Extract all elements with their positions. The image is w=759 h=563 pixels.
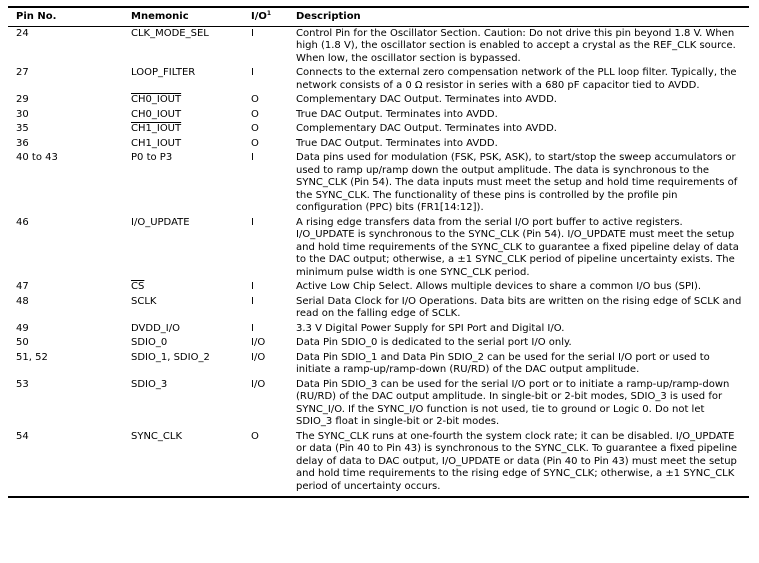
pin-number-cell [8, 430, 123, 498]
description-cell [288, 93, 749, 108]
pin-number-cell-text: 29 [16, 94, 29, 105]
pin-number-cell [8, 108, 123, 123]
mnemonic-cell-text: CH0_IOUT [131, 108, 182, 120]
pin-number-cell-text: 36 [16, 137, 29, 149]
pin-number-cell [8, 26, 123, 66]
mnemonic-cell-text: SDIO_0 [131, 337, 168, 348]
pin-number-cell [8, 280, 123, 295]
io-type-cell-text: I/O [251, 351, 266, 363]
description-cell [288, 137, 749, 152]
io-type-cell [243, 93, 288, 108]
description-cell-text: Complementary DAC Output. Terminates into AVDD. [296, 123, 557, 134]
description-cell [288, 216, 749, 281]
io-type-cell [243, 322, 288, 337]
mnemonic-cell-text: CLK_MODE_SEL [131, 27, 209, 39]
io-type-cell-text: I [251, 152, 254, 163]
description-cell [288, 378, 749, 430]
table-row [8, 137, 749, 152]
io-type-cell [243, 351, 288, 378]
pin-number-cell [8, 295, 123, 322]
mnemonic-cell-text: P0 to P3 [131, 152, 173, 163]
table-row [8, 93, 749, 108]
header-mnemonic: Mnemonic [123, 7, 243, 26]
io-type-cell-text: I/O [251, 378, 266, 390]
io-type-cell [243, 336, 288, 351]
mnemonic-cell-text: SDIO_1, SDIO_2 [131, 351, 210, 363]
pin-number-cell-text: 40 to 43 [16, 152, 58, 163]
pin-number-cell [8, 93, 123, 108]
io-type-cell [243, 216, 288, 281]
pin-number-cell-text: 27 [16, 67, 29, 78]
io-type-cell-text: I [251, 322, 254, 334]
description-cell [288, 430, 749, 498]
mnemonic-cell [123, 430, 243, 498]
pin-number-cell [8, 66, 123, 93]
io-type-cell-text: I [251, 216, 254, 228]
table-row [8, 26, 749, 66]
mnemonic-cell-text: $\overline{CS}$ [131, 281, 145, 292]
table-row [8, 295, 749, 322]
description-cell [288, 151, 749, 216]
table-row [8, 322, 749, 337]
io-type-cell [243, 137, 288, 152]
pin-number-cell [8, 216, 123, 281]
pin-function-table [8, 6, 749, 498]
header-description: Description [288, 7, 749, 26]
description-cell [288, 280, 749, 295]
mnemonic-cell-text: CH0_IOUT [131, 94, 182, 105]
io-type-cell-text: I [251, 281, 254, 292]
mnemonic-cell-text: CH1_IOUT [131, 123, 182, 134]
io-type-cell [243, 280, 288, 295]
header-io [243, 7, 288, 26]
pin-number-cell-text: 30 [16, 108, 29, 120]
io-type-cell [243, 151, 288, 216]
io-type-cell [243, 295, 288, 322]
table-row [8, 122, 749, 137]
mnemonic-cell [123, 351, 243, 378]
description-cell [288, 122, 749, 137]
description-cell-text: Connects to the external zero compensation network of the PLL loop filter. Typically, the network consists of a 0 Ω resistor in series with a 680 pF capacitor tied to AVDD. [296, 67, 737, 91]
table-row [8, 151, 749, 216]
pin-number-cell-text: 24 [16, 27, 29, 39]
io-type-cell-text: O [251, 94, 259, 105]
description-cell [288, 26, 749, 66]
description-cell-text: Data Pin SDIO_0 is dedicated to the serial port I/O only. [296, 337, 572, 348]
mnemonic-cell-text: DVDD_I/O [131, 322, 180, 334]
description-cell-text: The SYNC_CLK runs at one-fourth the system clock rate; it can be disabled. I/O_UPDATE or data (Pin 40 to Pin 43) is synchronous to the SYNC_CLK. To guarantee a fixed pipeline delay of data to DAC output, I/O_UPDATE or data (Pin 40 to Pin 43) must meet the setup and hold time requirements to the rising edge of SYNC_CLK; otherwise, a ±1 SYNC_CLK period of uncertainty occurs. [296, 430, 738, 492]
mnemonic-cell [123, 216, 243, 281]
description-cell-text: True DAC Output. Terminates into AVDD. [296, 137, 498, 149]
description-cell [288, 295, 749, 322]
mnemonic-cell [123, 280, 243, 295]
table-row [8, 336, 749, 351]
pin-number-cell-text: 54 [16, 430, 29, 442]
header-io-label: I/O [251, 11, 267, 22]
table-row [8, 66, 749, 93]
description-cell [288, 336, 749, 351]
mnemonic-cell-text: SDIO_3 [131, 378, 168, 390]
table-row [8, 430, 749, 498]
description-cell [288, 66, 749, 93]
mnemonic-cell-text: SYNC_CLK [131, 430, 183, 442]
pin-number-cell-text: 50 [16, 337, 29, 348]
mnemonic-cell [123, 93, 243, 108]
io-type-cell-text: O [251, 137, 259, 149]
mnemonic-cell [123, 66, 243, 93]
pin-number-cell-text: 47 [16, 281, 29, 292]
header-io-footnote: 1 [266, 10, 272, 17]
description-cell-text: Data pins used for modulation (FSK, PSK, ASK), to start/stop the sweep accumulators or used to ramp up/ramp down the output amplitude. The data is synchronous to the SYNC_CLK (Pin 54). The data inputs must meet the setup and hold time requirements of the SYNC_CLK. The functionality of these pins is controlled by the profile pin configuration (PPC) bits (FR1[14:12]). [296, 152, 738, 213]
table-row [8, 351, 749, 378]
table-row [8, 216, 749, 281]
mnemonic-cell [123, 26, 243, 66]
io-type-cell-text: O [251, 108, 259, 120]
mnemonic-cell [123, 295, 243, 322]
pin-number-cell-text: 53 [16, 378, 29, 390]
pin-number-cell [8, 151, 123, 216]
description-cell [288, 322, 749, 337]
io-type-cell [243, 108, 288, 123]
description-cell-text: 3.3 V Digital Power Supply for SPI Port and Digital I/O. [296, 322, 565, 334]
description-cell-text: True DAC Output. Terminates into AVDD. [296, 108, 498, 120]
header-pin-no: Pin No. [8, 7, 123, 26]
io-type-cell-text: I [251, 27, 254, 39]
mnemonic-cell [123, 378, 243, 430]
mnemonic-cell [123, 122, 243, 137]
mnemonic-cell [123, 108, 243, 123]
pin-number-cell-text: 48 [16, 295, 29, 307]
pin-number-cell [8, 351, 123, 378]
mnemonic-cell-text: CH1_IOUT [131, 137, 182, 149]
description-cell [288, 351, 749, 378]
io-type-cell-text: O [251, 123, 259, 134]
io-type-cell [243, 430, 288, 498]
pin-number-cell [8, 322, 123, 337]
io-type-cell [243, 122, 288, 137]
pin-number-cell [8, 378, 123, 430]
description-cell-text: Active Low Chip Select. Allows multiple devices to share a common I/O bus (SPI). [296, 281, 702, 292]
description-cell-text: A rising edge transfers data from the serial I/O port buffer to active registers. I/O_UPDATE is synchronous to the SYNC_CLK (Pin 54). I/O_UPDATE must meet the setup and hold time requirements of the SYNC_CLK to guarantee a fixed pipeline delay of data to the DAC output; otherwise, a ±1 SYNC_CLK period of pipeline uncertainty exists. The minimum pulse width is one SYNC_CLK period. [296, 216, 739, 278]
mnemonic-cell-text: I/O_UPDATE [131, 216, 190, 228]
pin-number-cell [8, 336, 123, 351]
description-cell-text: Control Pin for the Oscillator Section. Caution: Do not drive this pin beyond 1.8 V. When high (1.8 V), the oscillator section is enabled to accept a crystal as the REF_CLK source. When low, the oscillator section is bypassed. [296, 27, 736, 64]
io-type-cell [243, 378, 288, 430]
mnemonic-cell [123, 137, 243, 152]
mnemonic-cell [123, 322, 243, 337]
description-cell [288, 108, 749, 123]
header-row [8, 7, 749, 26]
description-cell-text: Complementary DAC Output. Terminates into AVDD. [296, 94, 557, 105]
pin-number-cell-text: 49 [16, 322, 29, 334]
io-type-cell-text: I/O [251, 337, 266, 348]
description-cell-text: Serial Data Clock for I/O Operations. Data bits are written on the rising edge of SCLK and read on the falling edge of SCLK. [296, 295, 742, 319]
pin-number-cell [8, 122, 123, 137]
table-row [8, 108, 749, 123]
io-type-cell-text: I [251, 295, 254, 307]
description-cell-text: Data Pin SDIO_1 and Data Pin SDIO_2 can be used for the serial I/O port or used to initiate a ramp-up/ramp-down (RU/RD) of the DAC output amplitude. [296, 351, 710, 375]
table-row [8, 280, 749, 295]
pin-number-cell-text: 35 [16, 123, 29, 134]
pin-number-cell-text: 46 [16, 216, 29, 228]
description-cell-text: Data Pin SDIO_3 can be used for the serial I/O port or to initiate a ramp-up/ramp-down (RU/RD) of the DAC output amplitude. In single-bit or 2-bit modes, SDIO_3 is used for SYNC_I/O. If the SYNC_I/O function is not used, tie to ground or Logic 0. Do not let SDIO_3 float in single-bit or 2-bit modes. [296, 378, 730, 427]
mnemonic-cell-text: LOOP_FILTER [131, 67, 196, 78]
table-row [8, 378, 749, 430]
pin-number-cell [8, 137, 123, 152]
mnemonic-cell [123, 336, 243, 351]
pin-number-cell-text: 51, 52 [16, 351, 48, 363]
mnemonic-cell [123, 151, 243, 216]
io-type-cell [243, 66, 288, 93]
mnemonic-cell-text: SCLK [131, 295, 157, 307]
io-type-cell-text: I [251, 67, 254, 78]
io-type-cell-text: O [251, 430, 259, 442]
io-type-cell [243, 26, 288, 66]
